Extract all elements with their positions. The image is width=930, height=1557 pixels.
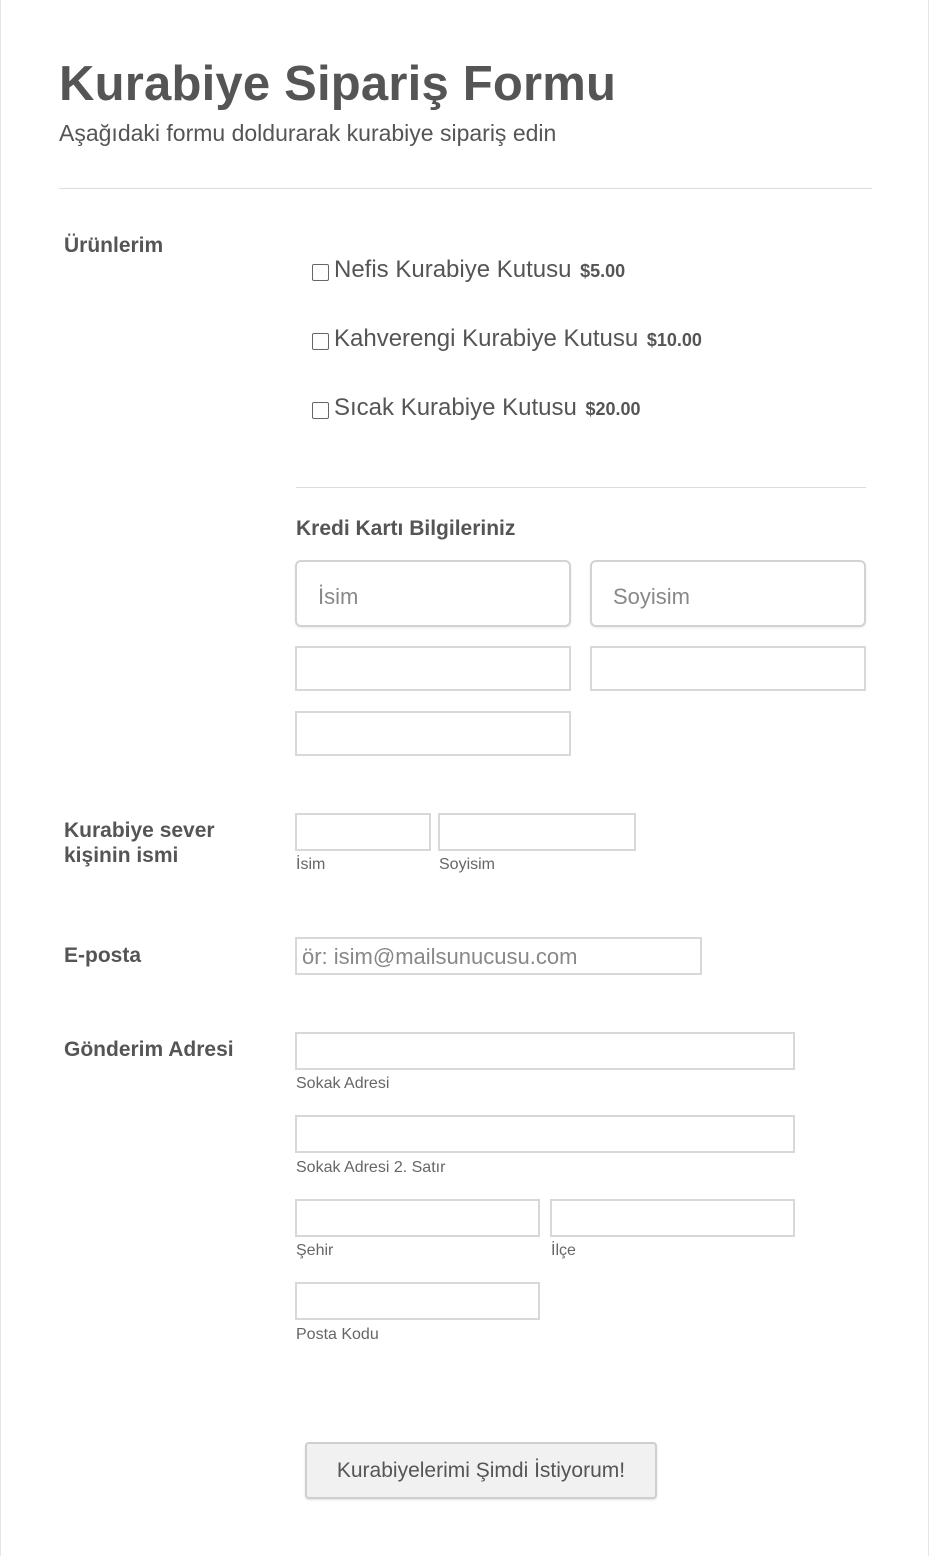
city-input[interactable] xyxy=(295,1199,540,1237)
email-placeholder: ör: isim@mailsunucusu.com xyxy=(302,944,578,969)
city-sublabel: Şehir xyxy=(296,1242,334,1259)
form-title: Kurabiye Sipariş Formu xyxy=(59,57,617,111)
email-label: E-posta xyxy=(64,944,142,967)
cookie-lover-last-sublabel: Soyisim xyxy=(439,856,496,873)
product-label xyxy=(334,256,625,284)
card-first-name-input[interactable] xyxy=(295,560,571,627)
submit-button[interactable]: Kurabiyelerimi Şimdi İstiyorum! xyxy=(305,1442,657,1499)
product-label xyxy=(334,325,702,353)
product-checkbox[interactable] xyxy=(312,333,329,350)
product-price: $10.00 xyxy=(646,330,702,350)
postal-code-sublabel: Posta Kodu xyxy=(296,1326,379,1343)
credit-card-title: Kredi Kartı Bilgileriniz xyxy=(296,517,516,540)
district-sublabel: İlçe xyxy=(551,1242,576,1259)
product-checkbox[interactable] xyxy=(312,264,329,281)
card-last-name-input[interactable] xyxy=(590,560,866,627)
form-subtitle: Aşağıdaki formu doldurarak kurabiye sipariş edin xyxy=(59,120,557,146)
cookie-lover-last-name-input[interactable] xyxy=(438,813,636,851)
products-label: Ürünlerim xyxy=(64,234,164,257)
street-address-sublabel: Sokak Adresi xyxy=(296,1075,390,1092)
postal-code-input[interactable] xyxy=(295,1282,540,1320)
products-divider xyxy=(296,487,866,488)
product-name: Sıcak Kurabiye Kutusu xyxy=(334,394,577,421)
card-cvv-input[interactable] xyxy=(590,646,866,691)
card-last-name-placeholder: Soyisim xyxy=(613,584,691,609)
district-input[interactable] xyxy=(550,1199,795,1237)
product-label xyxy=(334,394,641,422)
card-number-input[interactable] xyxy=(295,646,571,691)
card-expiry-input[interactable] xyxy=(295,711,571,756)
cookie-lover-first-sublabel: İsim xyxy=(296,856,326,873)
address-label: Gönderim Adresi xyxy=(64,1038,234,1061)
cookie-lover-label-line2: kişinin ismi xyxy=(64,844,179,867)
product-checkbox[interactable] xyxy=(312,402,329,419)
product-name: Nefis Kurabiye Kutusu xyxy=(334,256,572,283)
product-price: $20.00 xyxy=(585,399,641,419)
product-price: $5.00 xyxy=(580,261,626,281)
street-address-2-input[interactable] xyxy=(295,1115,795,1153)
street-address-2-sublabel: Sokak Adresi 2. Satır xyxy=(296,1159,446,1176)
cookie-lover-label xyxy=(64,818,215,868)
header-divider xyxy=(59,188,872,189)
cookie-lover-first-name-input[interactable] xyxy=(295,813,431,851)
cookie-lover-label-line1: Kurabiye sever xyxy=(64,819,215,842)
card-first-name-placeholder: İsim xyxy=(318,584,359,609)
product-name: Kahverengi Kurabiye Kutusu xyxy=(334,325,639,352)
street-address-input[interactable] xyxy=(295,1032,795,1070)
email-input[interactable] xyxy=(295,937,702,975)
